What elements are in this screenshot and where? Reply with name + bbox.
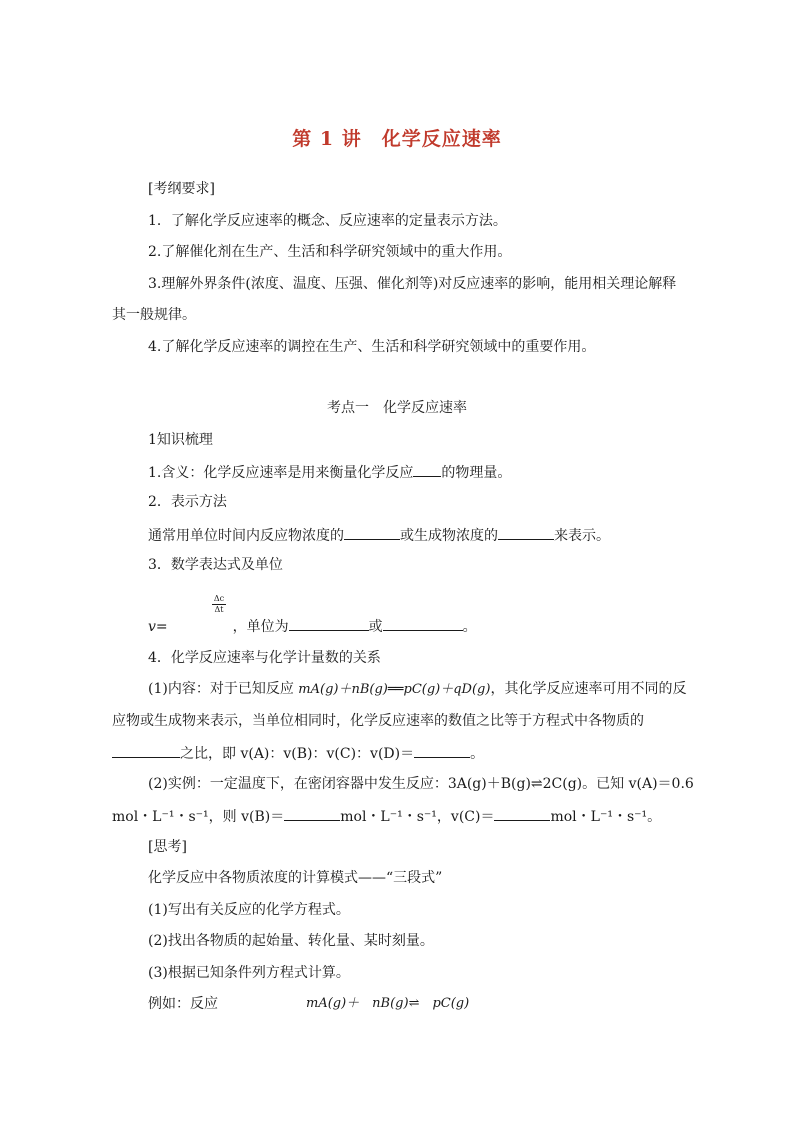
example-line-1: (2)实例：一定温度下，在密闭容器中发生反应：3A(g)＋B(g)⇌2C(g)。已知 v(A)＝0.6 <box>148 776 694 792</box>
relation-heading: 4．化学反应速率与化学计量数的关系 <box>148 650 381 666</box>
definition-text-b: 的物理量。 <box>441 465 512 481</box>
think-step-2: (2)找出各物质的起始量、转化量、某时刻量。 <box>148 933 434 949</box>
answer-blank[interactable] <box>344 525 400 540</box>
definition-paragraph <box>148 462 511 482</box>
example-line-2 <box>112 806 661 826</box>
think-step-3: (3)根据已知条件列方程式计算。 <box>148 965 350 981</box>
page-title: 第 1 讲 化学反应速率 <box>292 128 502 150</box>
reaction-equation: mA(g)＋nB(g)══pC(g)＋qD(g) <box>298 682 491 697</box>
method-text-c: 来表示。 <box>554 528 610 544</box>
definition-text-a: 1.含义：化学反应速率是用来衡量化学反应 <box>148 465 414 481</box>
method-text-a: 通常用单位时间内反应物浓度的 <box>148 528 344 544</box>
example-reaction-label: 例如：反应 <box>148 996 218 1012</box>
content-line-2: 应物或生成物来表示，当单位相同时，化学反应速率的数值之比等于方程式中各物质的 <box>112 713 644 729</box>
answer-blank[interactable] <box>498 525 554 540</box>
ratio-text: 之比，即 v(A)：v(B)：v(C)：v(D)＝ <box>180 746 415 762</box>
requirements-heading: [考纲要求] <box>148 181 215 197</box>
example-equation-text: mA(g)＋ nB(g)⇌ pC(g) <box>306 996 470 1011</box>
expression-heading: 3．数学表达式及单位 <box>148 557 283 573</box>
rate-symbol: v= <box>148 619 168 635</box>
unit-text-b: 或 <box>368 619 383 635</box>
answer-blank[interactable] <box>284 806 340 821</box>
content-text-a: (1)内容：对于已知反应 <box>148 681 299 697</box>
unit-text-a: ，单位为 <box>232 619 289 635</box>
content-line-1 <box>148 680 686 699</box>
example-text-a: mol・L⁻¹・s⁻¹，则 v(B)＝ <box>112 809 285 825</box>
answer-blank[interactable] <box>289 616 369 631</box>
answer-blank[interactable] <box>494 806 550 821</box>
ratio-end: 。 <box>470 746 485 762</box>
rate-fraction <box>212 594 226 615</box>
method-text-b: 或生成物浓度的 <box>400 528 498 544</box>
example-text-b: mol・L⁻¹・s⁻¹，v(C)＝ <box>340 809 495 825</box>
section-heading: 考点一 化学反应速率 <box>327 400 467 416</box>
requirement-item-3: 3.理解外界条件(浓度、温度、压强、催化剂等)对反应速率的影响，能用相关理论解释 <box>148 276 677 292</box>
answer-blank[interactable] <box>414 743 470 758</box>
requirement-item-1: 1．了解化学反应速率的概念、反应速率的定量表示方法。 <box>148 213 507 229</box>
think-heading: [思考] <box>148 839 187 855</box>
answer-blank[interactable] <box>383 616 463 631</box>
subsection-heading: 1知识梳理 <box>148 432 213 448</box>
requirement-item-4: 4.了解化学反应速率的调控在生产、生活和科学研究领域中的重要作用。 <box>148 339 596 355</box>
think-intro: 化学反应中各物质浓度的计算模式——“三段式” <box>148 870 443 886</box>
fraction-denominator: Δt <box>214 605 224 614</box>
method-paragraph <box>148 525 610 545</box>
content-line-3 <box>112 743 484 763</box>
fraction-numerator: Δc <box>213 594 225 603</box>
requirement-item-2: 2.了解催化剂在生产、生活和科学研究领域中的重大作用。 <box>148 244 512 260</box>
example-reaction-equation <box>306 995 469 1013</box>
answer-blank[interactable] <box>112 743 180 758</box>
content-text-b: ，其化学反应速率可用不同的反 <box>490 681 687 697</box>
answer-blank[interactable] <box>413 462 441 477</box>
example-text-c: mol・L⁻¹・s⁻¹。 <box>550 809 662 825</box>
method-heading: 2．表示方法 <box>148 494 227 510</box>
requirement-item-3-cont: 其一般规律。 <box>112 307 196 323</box>
rate-formula-line <box>148 616 477 636</box>
think-step-1: (1)写出有关反应的化学方程式。 <box>148 902 350 918</box>
unit-text-c: 。 <box>462 619 477 635</box>
